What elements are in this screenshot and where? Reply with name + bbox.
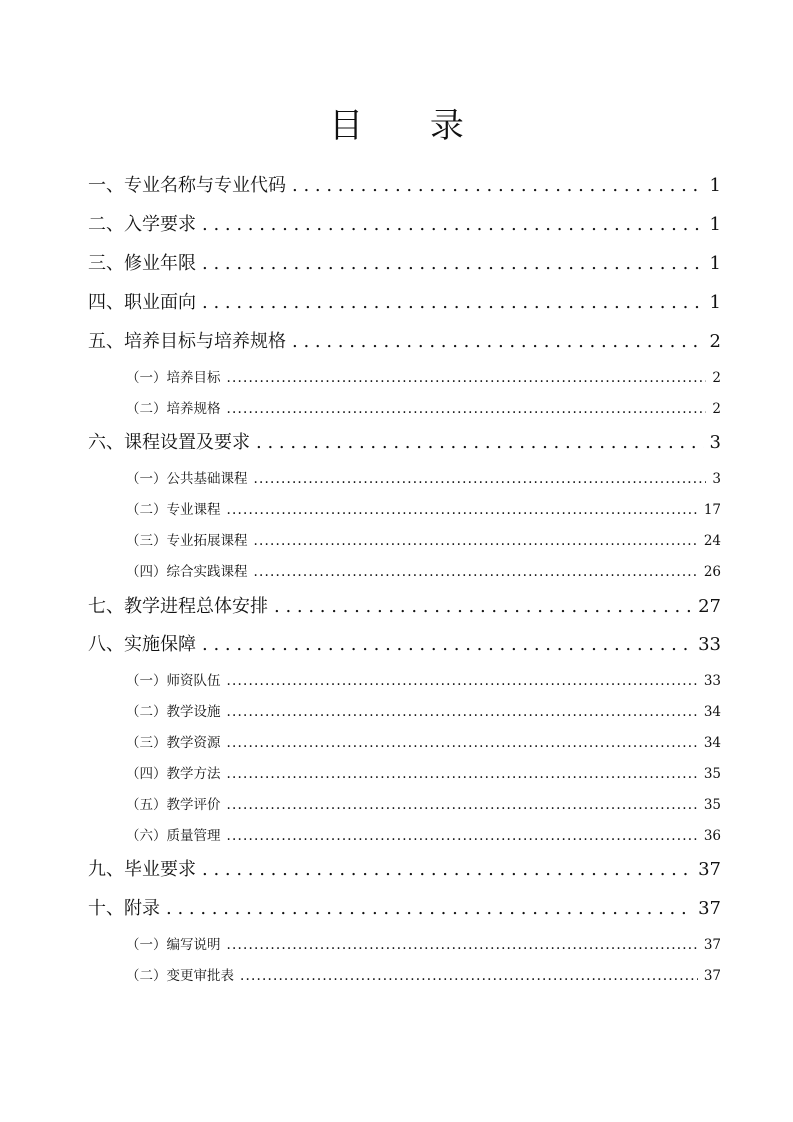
toc-entry[interactable] bbox=[88, 290, 721, 316]
dot-leader bbox=[292, 329, 704, 355]
toc-entry-label: （一）公共基础课程 bbox=[126, 471, 248, 487]
toc-entry-page: 33 bbox=[698, 634, 721, 655]
dot-leader bbox=[202, 857, 692, 883]
toc-entry-label: （六）质量管理 bbox=[126, 828, 221, 844]
toc-subentry[interactable] bbox=[126, 368, 721, 388]
toc-entry-page: 37 bbox=[698, 898, 721, 919]
toc-entry-page: 3 bbox=[712, 471, 721, 487]
toc-entry-label: 三、修业年限 bbox=[88, 253, 196, 274]
toc-entry-label: 四、职业面向 bbox=[88, 292, 196, 313]
dot-leader bbox=[227, 826, 698, 846]
toc-subentry[interactable] bbox=[126, 764, 721, 784]
toc-entry-page: 34 bbox=[703, 704, 721, 720]
toc-entry-page: 1 bbox=[709, 292, 721, 313]
toc-entry-page: 17 bbox=[703, 502, 721, 518]
toc-entry-page: 2 bbox=[709, 331, 721, 352]
toc-entry-page: 36 bbox=[703, 828, 721, 844]
toc-entry-label: （一）培养目标 bbox=[126, 370, 221, 386]
dot-leader bbox=[240, 966, 698, 986]
page-title: 目 录 bbox=[329, 106, 492, 146]
toc-entry-label: 一、专业名称与专业代码 bbox=[88, 175, 286, 196]
dot-leader bbox=[202, 251, 704, 277]
toc-subentry[interactable] bbox=[126, 702, 721, 722]
toc-subentry[interactable] bbox=[126, 795, 721, 815]
toc-entry-label: （一）编写说明 bbox=[126, 937, 221, 953]
toc-entry-label: （四）教学方法 bbox=[126, 766, 221, 782]
toc-entry-page: 37 bbox=[703, 937, 721, 953]
toc-entry-page: 1 bbox=[709, 214, 721, 235]
toc-entry-page: 27 bbox=[698, 596, 721, 617]
toc-entry-label: 六、课程设置及要求 bbox=[88, 432, 250, 453]
toc-subentry[interactable] bbox=[126, 935, 721, 955]
toc-entry-label: 五、培养目标与培养规格 bbox=[88, 331, 286, 352]
toc-entry-label: 十、附录 bbox=[88, 898, 160, 919]
toc-entry[interactable] bbox=[88, 251, 721, 277]
toc-subentry[interactable] bbox=[126, 531, 721, 551]
dot-leader bbox=[254, 469, 707, 489]
toc-entry-label: （四）综合实践课程 bbox=[126, 564, 248, 580]
toc-entry-label: （二）专业课程 bbox=[126, 502, 221, 518]
dot-leader bbox=[227, 795, 698, 815]
dot-leader bbox=[292, 173, 704, 199]
toc-entry-label: （三）专业拓展课程 bbox=[126, 533, 248, 549]
dot-leader bbox=[166, 896, 692, 922]
dot-leader bbox=[254, 562, 698, 582]
toc-entry-page: 37 bbox=[698, 859, 721, 880]
toc-entry-label: 二、入学要求 bbox=[88, 214, 196, 235]
toc-entry[interactable] bbox=[88, 896, 721, 922]
toc-entry-label: （三）教学资源 bbox=[126, 735, 221, 751]
toc-entry-label: （二）培养规格 bbox=[126, 401, 221, 417]
toc-entry-page: 2 bbox=[712, 370, 721, 386]
dot-leader bbox=[227, 702, 698, 722]
toc-subentry[interactable] bbox=[126, 562, 721, 582]
dot-leader bbox=[256, 430, 704, 456]
toc-entry-page: 33 bbox=[703, 673, 721, 689]
toc-entry-page: 2 bbox=[712, 401, 721, 417]
toc-entry-page: 34 bbox=[703, 735, 721, 751]
toc-entry-page: 35 bbox=[703, 797, 721, 813]
toc-subentry[interactable] bbox=[126, 671, 721, 691]
toc-entry-page: 24 bbox=[703, 533, 721, 549]
dot-leader bbox=[227, 500, 698, 520]
toc-entry-label: （五）教学评价 bbox=[126, 797, 221, 813]
toc-entry[interactable] bbox=[88, 212, 721, 238]
toc-entry[interactable] bbox=[88, 857, 721, 883]
toc-entry-page: 35 bbox=[703, 766, 721, 782]
toc-entry-label: （一）师资队伍 bbox=[126, 673, 221, 689]
dot-leader bbox=[227, 935, 698, 955]
toc-entry-page: 1 bbox=[709, 175, 721, 196]
dot-leader bbox=[202, 212, 704, 238]
toc-entry-label: （二）变更审批表 bbox=[126, 968, 234, 984]
toc-entry[interactable] bbox=[88, 329, 721, 355]
toc-entry[interactable] bbox=[88, 632, 721, 658]
toc-subentry[interactable] bbox=[126, 826, 721, 846]
dot-leader bbox=[202, 632, 692, 658]
toc-entry-label: 八、实施保障 bbox=[88, 634, 196, 655]
dot-leader bbox=[227, 671, 698, 691]
toc-subentry[interactable] bbox=[126, 399, 721, 419]
toc-entry[interactable] bbox=[88, 173, 721, 199]
toc-entry-page: 3 bbox=[709, 432, 721, 453]
dot-leader bbox=[227, 764, 698, 784]
dot-leader bbox=[254, 531, 698, 551]
toc-entry-label: 九、毕业要求 bbox=[88, 859, 196, 880]
toc-subentry[interactable] bbox=[126, 500, 721, 520]
toc-subentry[interactable] bbox=[126, 733, 721, 753]
dot-leader bbox=[227, 399, 707, 419]
toc-subentry[interactable] bbox=[126, 966, 721, 986]
toc-entry-label: 七、教学进程总体安排 bbox=[88, 596, 268, 617]
toc-entry-page: 37 bbox=[703, 968, 721, 984]
dot-leader bbox=[227, 733, 698, 753]
toc-subentry[interactable] bbox=[126, 469, 721, 489]
toc-entry-label: （二）教学设施 bbox=[126, 704, 221, 720]
dot-leader bbox=[227, 368, 707, 388]
toc-entry-page: 1 bbox=[709, 253, 721, 274]
toc-entry[interactable] bbox=[88, 430, 721, 456]
toc-entry[interactable] bbox=[88, 594, 721, 620]
dot-leader bbox=[202, 290, 704, 316]
toc-entry-page: 26 bbox=[703, 564, 721, 580]
dot-leader bbox=[274, 594, 692, 620]
